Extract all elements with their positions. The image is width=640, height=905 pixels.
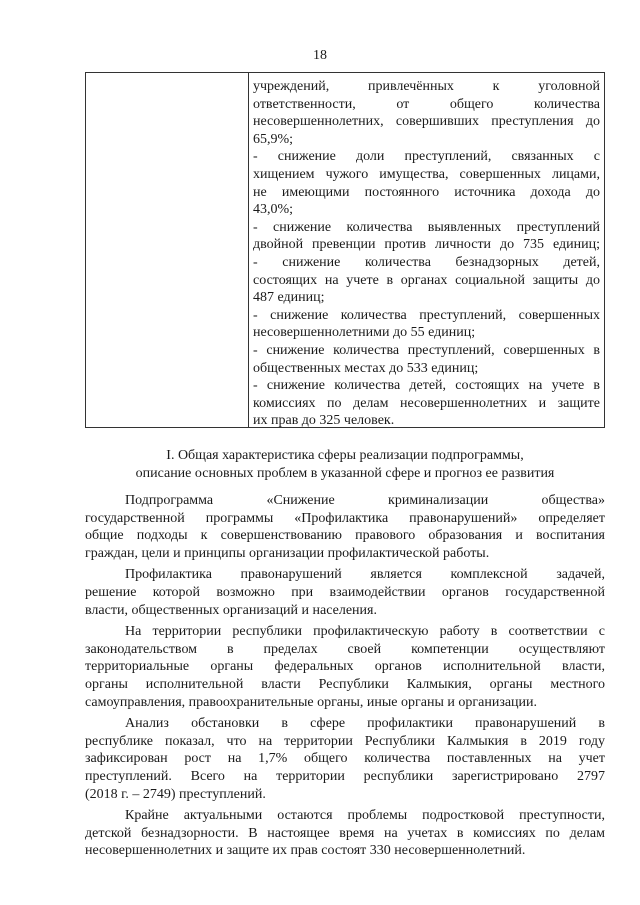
table-line: 487 единиц; [253,290,325,306]
table-line: несовершеннолетними до 55 единиц; [253,325,476,341]
table-line: - снижение количества безнадзорных детей, [253,254,600,270]
paragraph-line: Анализ обстановки в сфере профилактики правонарушений в [125,716,605,732]
page-number: 18 [313,48,327,63]
table-line: не имеющими постоянного источника дохода до [253,184,600,200]
table-line: хищением чужого имущества, совершенных лицами, [253,166,600,182]
table-line: несовершеннолетних, совершивших преступления до [253,114,600,130]
paragraph [85,566,605,619]
section-heading-line-1: I. Общая характеристика сферы реализации подпрограммы, [166,448,524,463]
paragraph-line: несовершеннолетних и защите их прав состоят 330 несовершеннолетний. [85,843,526,859]
paragraph-line: самоуправления, правоохранительные органы, иные органы и организации. [85,694,538,710]
table-line: двойной превенции против личности до 735 единиц; [253,237,600,253]
paragraph-line: законодательством в пределах своей компетенции осуществляют [85,641,605,657]
paragraph-line: власти, общественных организаций и населения. [85,602,377,618]
paragraph-line: общие подходы к совершенствованию правового образования и воспитания [85,528,605,544]
table-line: комиссиях по делам несовершеннолетних и защите [253,395,600,411]
table-line: их прав до 325 человек. [253,413,395,429]
table-line: - снижение количества выявленных преступлений [253,219,600,235]
paragraph-line: Профилактика правонарушений является комплексной задачей, [125,567,605,583]
table-line: - снижение доли преступлений, связанных с [253,149,600,165]
paragraph-line: решение которой возможно при взаимодействии органов государственной [85,584,605,600]
paragraph-line: преступлений. Всего на территории республики зарегистрировано 2797 [85,768,605,784]
table-column-divider [248,72,249,428]
paragraph-line: На территории республики профилактическую работу в соответствии с [125,624,605,640]
paragraph-line: детской безнадзорности. В настоящее время на учетах в комиссиях по делам [85,825,605,841]
table-line: 43,0%; [253,202,294,218]
paragraph-line: территориальные органы федеральных органов исполнительной власти, [85,659,605,675]
paragraph-line: республике показал, что на территории Республики Калмыкия в 2019 году [85,733,605,749]
table-line: учреждений, привлечённых к уголовной [253,79,600,94]
table-line: состоящих на учете в органах социальной защиты до [253,272,600,288]
paragraph-line: Подпрограмма «Снижение криминализации общества» [125,493,605,508]
table-line: - снижение количества детей, состоящих на учете в [253,378,600,394]
table-right-cell [253,78,600,430]
paragraph [85,623,605,711]
paragraph-line: (2018 г. – 2749) преступлений. [85,786,266,802]
paragraph-line: органы исполнительной власти Республики Калмыкия, органы местного [85,676,605,692]
paragraph-line: граждан, цели и принципы организации профилактической работы. [85,545,490,561]
paragraph-line: Крайне актуальными остаются проблемы подростковой преступности, [125,808,605,824]
table-line: - снижение количества преступлений, совершенных в [253,342,600,358]
section-heading [85,447,605,483]
paragraph [85,807,605,860]
table-line: - снижение количества преступлений, совершенных [253,307,600,323]
paragraph [85,715,605,803]
paragraph-line: зафиксирован рост на 1,7% общего количества поставленных на учет [85,751,605,767]
table-line: 65,9%; [253,131,294,147]
paragraph [85,492,605,562]
paragraph-line: государственной программы «Профилактика правонарушений» определяет [85,510,605,526]
body-text [85,492,605,860]
table-line: общественных местах до 533 единиц; [253,360,479,376]
section-heading-line-2: описание основных проблем в указанной сфере и прогноз ее развития [135,466,555,481]
table-line: ответственности, от общего количества [253,96,600,112]
